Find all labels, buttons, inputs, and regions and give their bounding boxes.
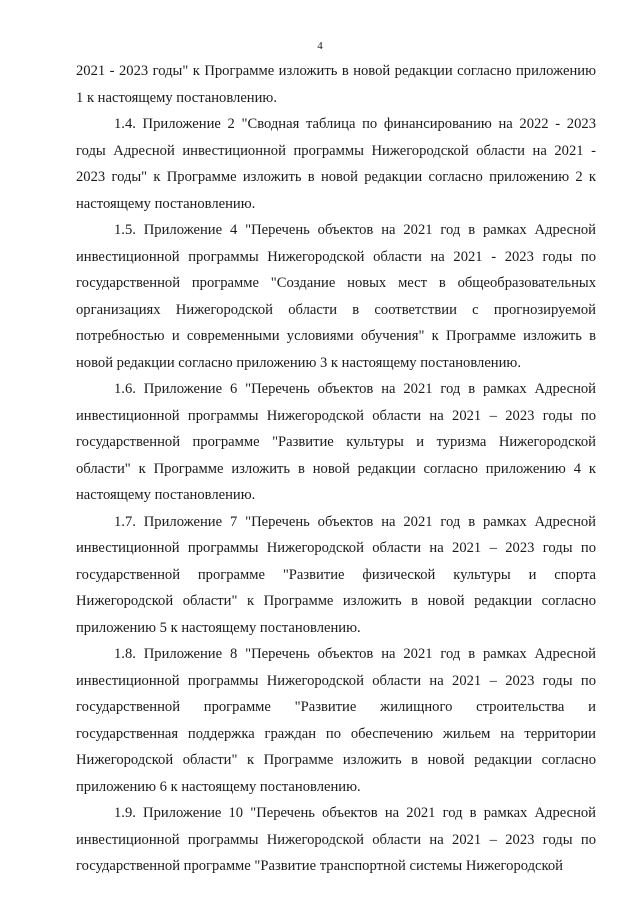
paragraph-1-5: 1.5. Приложение 4 "Перечень объектов на 2021 год в рамках Адресной инвестиционной программы Нижегородской области на 2021 - 2023 годы по государственной программе "Создание новых мест в общеобразовательных организациях Нижегородской области в соответствии с прогнозируемой потребностью и современными условиями обучения" к Программе изложить в новой редакции согласно приложению 3 к настоящему постановлению. — [76, 222, 596, 371]
paragraph-1-6: 1.6. Приложение 6 "Перечень объектов на 2021 год в рамках Адресной инвестиционной программы Нижегородской области на 2021 – 2023 годы по государственной программе "Развитие культуры и туризма Нижегородской области" к Программе изложить в новой редакции согласно приложению 4 к настоящему постановлению. — [76, 381, 596, 503]
paragraph-continuation: 2021 - 2023 годы" к Программе изложить в новой редакции согласно приложению 1 к настоящему постановлению. — [76, 63, 596, 106]
paragraph-1-7: 1.7. Приложение 7 "Перечень объектов на 2021 год в рамках Адресной инвестиционной программы Нижегородской области на 2021 – 2023 годы по государственной программе "Развитие физической культуры и спорта Нижегородской области" к Программе изложить в новой редакции согласно приложению 5 к настоящему постановлению. — [76, 513, 596, 636]
paragraph-1-4: 1.4. Приложение 2 "Сводная таблица по финансированию на 2022 - 2023 годы Адресной инвестиционной программы Нижегородской области на 2021 - 2023 годы" к Программе изложить в новой редакции согласно приложению 2 к настоящему постановлению. — [76, 116, 596, 212]
document-body — [76, 58, 596, 880]
paragraph-1-8: 1.8. Приложение 8 "Перечень объектов на 2021 год в рамках Адресной инвестиционной программы Нижегородской области на 2021 – 2023 годы по государственной программе "Развитие жилищного строительства и государственная поддержка граждан по обеспечению жильем на территории Нижегородской области" к Программе изложить в новой редакции согласно приложению 6 к настоящему постановлению. — [76, 646, 596, 795]
paragraph-1-9: 1.9. Приложение 10 "Перечень объектов на 2021 год в рамках Адресной инвестиционной программы Нижегородской области на 2021 – 2023 годы по государственной программе "Развитие транспортной системы Нижегородской — [76, 805, 596, 874]
page-number: 4 — [317, 40, 323, 52]
